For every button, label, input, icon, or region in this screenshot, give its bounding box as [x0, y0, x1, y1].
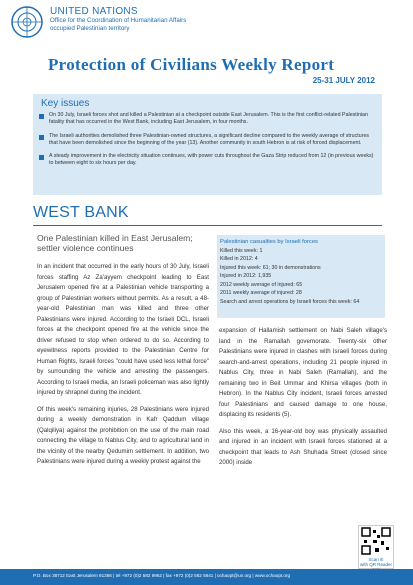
qr-sub-text: with QR Reader [359, 562, 392, 567]
org-block [50, 6, 186, 33]
key-issues-list [39, 112, 374, 174]
casualties-line: Injured in 2012: 1,935 [220, 273, 272, 279]
casualties-line: Killed in 2012: 4 [220, 256, 258, 262]
bullet-icon [39, 155, 44, 160]
qr-code-icon [359, 526, 393, 556]
left-column [37, 262, 209, 474]
paragraph: Also this week, a 16-year-old boy was physically assaulted and injured in an incident with Israeli forces stationed at a checkpoint that leads to Ash Shuhada Street (closed since 2000) inside [219, 427, 387, 466]
list-item [39, 133, 374, 148]
footer-contact: P.O. Box 38712 East Jerusalem 91386 | tel +972 (0)2 582 9962 | fax +972 (0)2 582 5841 | ochaopt@un.org | www.ochaopt.org [33, 573, 291, 578]
bullet-icon [39, 135, 44, 140]
casualties-box [217, 235, 385, 318]
key-issues-panel [33, 94, 382, 195]
list-item-text: The Israeli authorities demolished three Palestinian-owned structures, a significant decline compared to the weekly average of structures that have been demolished since the beginning of the year (13). Another community in south Hebron is at risk of forced displacement. [49, 132, 370, 146]
section-subheading: One Palestinian killed in East Jerusalem; settler violence continues [37, 233, 193, 253]
un-emblem-icon [10, 5, 44, 39]
org-subtitle-2: occupied Palestinian territory [50, 25, 130, 32]
paragraph: Of this week's remaining injuries, 28 Palestinians were injured during a weekly demonstration in Kafr Qaddum village (Qalqiliya) against the prohibition on the use of the main road connecting the village to Nablus City, and to agricultural land in the vicinity of the nearby Qedumim settlement. In addition, two Palestinians were injured during a weekly protest against the [37, 405, 209, 465]
casualties-heading: Palestinian casualties by Israeli forces [220, 239, 318, 245]
casualties-line: Injured this week: 61; 30 in demonstrations [220, 264, 321, 271]
list-item [39, 112, 374, 127]
casualties-line: 2011 weekly average of injured: 28 [220, 290, 302, 296]
divider [33, 225, 382, 226]
paragraph: In an incident that occurred in the early hours of 30 July, Israeli forces staffing Az Za'ayyem checkpoint leading to East Jerusalem opened fire at a Palestinian vehicle transporting a group of Palestinian workers without permits. As a result, a 48-year-old Palestinian man was killed and three other Palestinians were injured. According to the Israeli DCL, Israeli forces at the checkpoint opened fire at the vehicle since the driver refused to stop when ordered to do so. According to eyewitness reports provided to the Palestinian Centre for Human Rights, Israeli forces "could have used less lethal force" by surrounding the vehicle and arresting the passengers. According to Israeli media, an Israeli policeman was also lightly injured by shrapnel during the incident. [37, 263, 209, 396]
list-item-text: On 30 July, Israeli forces shot and killed a Palestinian at a checkpoint outside East Jerusalem. This is the first conflict-related Palestinian fatality that has occurred in the West Bank, including East Jerusalem, in four months. [49, 112, 368, 126]
footer [0, 569, 413, 585]
header [0, 0, 413, 46]
casualties-line: 2012 weekly average of injured: 65 [220, 281, 303, 288]
qr-code[interactable] [358, 525, 394, 569]
list-item-text: A steady improvement in the electricity situation continues, with power cuts throughout the Gaza Strip reduced from 12 (in previous weeks) to between eight to six hours per day. [49, 153, 374, 167]
casualties-line: Search and arrest operations by Israeli forces this week: 64 [220, 298, 360, 305]
right-column [219, 326, 387, 475]
section-heading: WEST BANK [33, 204, 129, 221]
casualties-line: Killed this week: 1 [220, 247, 263, 254]
paragraph: expansion of Hallamish settlement on Nabi Saleh village's land in the Ramallah governorate. Twenty-six other Palestinians were injured in clashes with Israeli forces during search-and-arrest operations, including 21 people injured in Nablus City, three in Nabi Saleh (Ramallah), and the remaining two in Beit Ummar and Khirsa villages (both in Hebron). In the Nablus City incident, Israeli forces arrested four Palestinians and caused damage to one house, displacing its residents (5). [219, 327, 387, 418]
key-issues-heading: Key issues [41, 98, 90, 109]
list-item [39, 153, 374, 168]
qr-label-text: Scan it! [368, 557, 384, 562]
report-title: Protection of Civilians Weekly Report [48, 55, 335, 74]
org-name: UNITED NATIONS [50, 6, 138, 17]
bullet-icon [39, 114, 44, 119]
org-subtitle: Office for the Coordination of Humanitarian Affairs [50, 17, 187, 24]
report-date: 25-31 JULY 2012 [312, 76, 375, 85]
